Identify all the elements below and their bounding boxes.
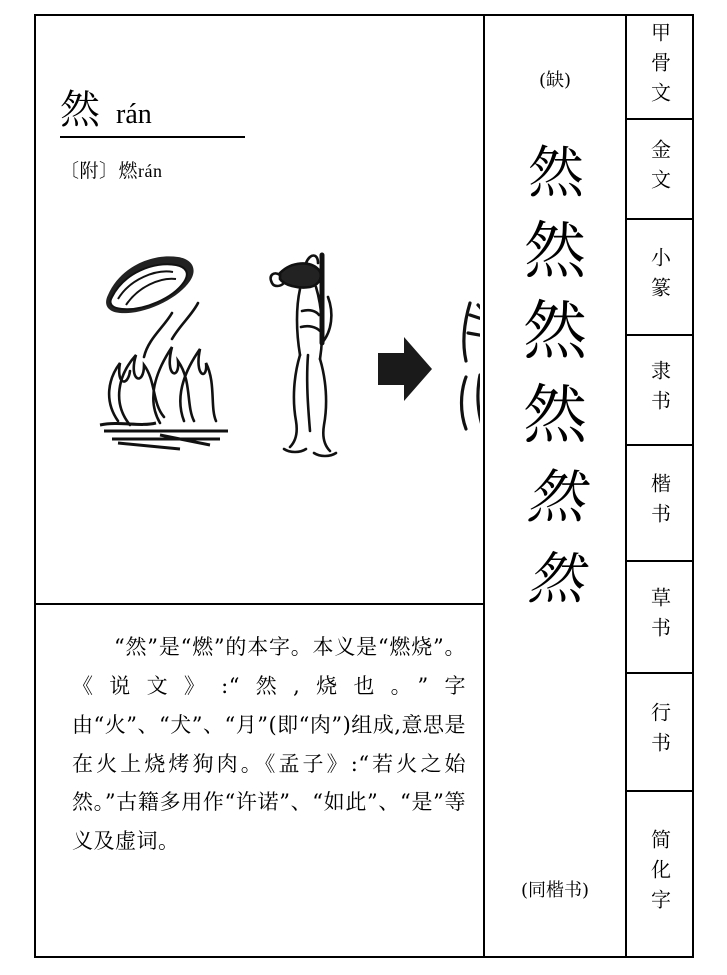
related-word-character: 燃: [118, 160, 139, 182]
oracle-glyph: [462, 299, 481, 433]
meat-slab-icon: [106, 256, 194, 313]
script-label-jianhuazi: [627, 792, 692, 956]
script-label-jiaguwen: [627, 16, 692, 120]
headword-row: [60, 87, 245, 138]
glyph-jinwen: 然: [528, 141, 582, 206]
script-label-text: 楷书: [647, 473, 672, 533]
glyph-kaishu: 然: [523, 379, 587, 453]
dog-figure-icon: [271, 255, 336, 456]
script-label-lishu: [627, 336, 692, 446]
glyph-lishu: 然: [523, 295, 587, 369]
headword-pinyin: rán: [116, 99, 152, 130]
script-label-column: [627, 16, 692, 956]
simplified-same-note: (同楷书): [520, 880, 590, 901]
script-label-text: 简化字: [647, 829, 672, 919]
script-label-text: 小篆: [647, 247, 672, 307]
related-word-pinyin: rán: [138, 161, 163, 181]
explanation-text: “然”是“燃”的本字。本义是“燃烧”。《说文》:“然,烧也。”字由“火”、“犬”、“月”(即“肉”)组成,意思是在火上烧烤狗肉。《孟子》:“若火之始然。”古籍多用作“许诺”、“如此”、“是”等义及虚词。: [72, 635, 466, 854]
glyph-caoshu: 然: [525, 463, 584, 531]
script-label-text: 甲骨文: [647, 22, 672, 112]
script-label-xiaozhuan: [627, 220, 692, 336]
script-label-text: 草书: [647, 587, 672, 647]
right-arrow-icon: [378, 337, 432, 401]
illustration: [60, 235, 480, 485]
script-evolution-column: [485, 16, 625, 956]
headword-block: [60, 87, 460, 183]
flame-icon: [109, 303, 216, 425]
glyph-stack: [485, 136, 625, 856]
script-label-text: 隶书: [647, 360, 672, 420]
script-label-jinwen: [627, 120, 692, 220]
script-label-text: 金文: [647, 139, 672, 199]
script-label-caoshu: [627, 562, 692, 674]
related-word-marker: 〔附〕: [60, 160, 119, 182]
glyph-xingshu: 然: [527, 547, 583, 612]
script-label-xingshu: [627, 674, 692, 792]
headword-character: 然: [60, 87, 100, 133]
script-label-text: 行书: [647, 702, 672, 762]
missing-script-note: (缺): [538, 70, 572, 91]
firewood-icon: [100, 423, 228, 449]
script-label-kaishu: [627, 446, 692, 562]
related-word-row: [60, 156, 460, 183]
section-divider: [34, 603, 484, 605]
glyph-xiaozhuan: 然: [523, 214, 586, 287]
